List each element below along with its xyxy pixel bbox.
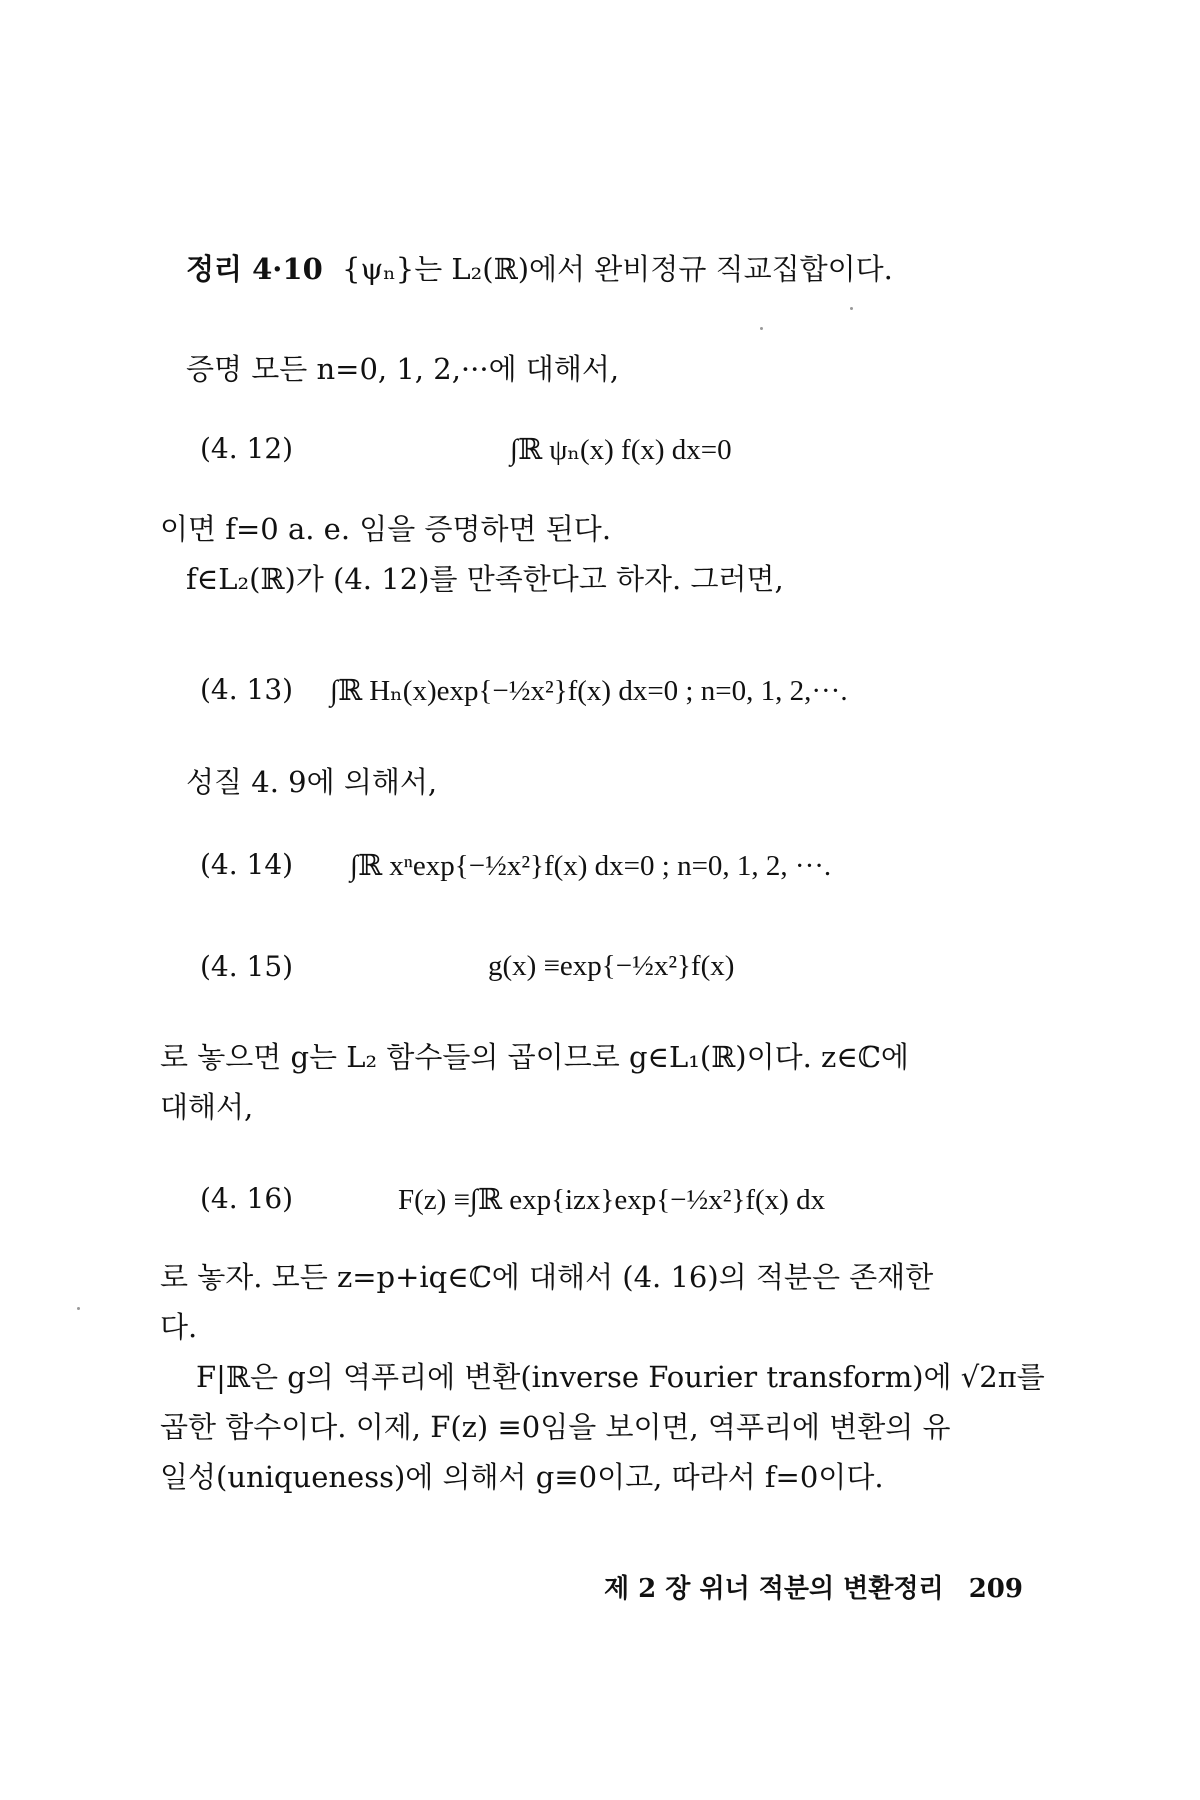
paragraph-line: 곱한 함수이다. 이제, F(z) ≡0임을 보이면, 역푸리에 변환의 유 — [160, 1410, 951, 1444]
running-title: 제 2 장 위너 적분의 변환정리 — [604, 1574, 944, 1604]
page-number: 209 — [968, 1574, 1023, 1604]
equation-4-15: g(x) ≡exp{−½x²}f(x) — [488, 950, 735, 982]
scan-speck — [850, 307, 853, 310]
theorem-label: 정리 4·10 — [186, 252, 323, 286]
equation-number-4-14: (4. 14) — [200, 848, 294, 881]
equation-4-12: ∫ℝ ψₙ(x) f(x) dx=0 — [510, 434, 732, 466]
paragraph-line: 로 놓으면 g는 L₂ 함수들의 곱이므로 g∈L₁(ℝ)이다. z∈ℂ에 — [160, 1040, 909, 1074]
equation-4-13: ∫ℝ Hₙ(x)exp{−½x²}f(x) dx=0 ; n=0, 1, 2,···. — [330, 675, 848, 707]
scan-speck — [760, 327, 763, 330]
equation-number-4-15: (4. 15) — [200, 950, 294, 983]
paragraph-line: 일성(uniqueness)에 의해서 g≡0이고, 따라서 f=0이다. — [160, 1460, 884, 1494]
paragraph-line: 다. — [160, 1310, 198, 1344]
paragraph-line: f∈L₂(ℝ)가 (4. 12)를 만족한다고 하자. 그러면, — [186, 562, 784, 596]
paragraph-line: 로 놓자. 모든 z=p+iq∈ℂ에 대해서 (4. 16)의 적분은 존재한 — [160, 1260, 934, 1294]
paragraph-line: F|ℝ은 g의 역푸리에 변환(inverse Fourier transform)에 √2π를 — [196, 1360, 1045, 1394]
paragraph-line: 이면 f=0 a. e. 임을 증명하면 된다. — [160, 512, 612, 546]
running-footer — [604, 1568, 1023, 1605]
scan-speck — [77, 1307, 80, 1310]
equation-4-14: ∫ℝ xⁿexp{−½x²}f(x) dx=0 ; n=0, 1, 2, ···. — [350, 850, 832, 882]
equation-4-16: F(z) ≡∫ℝ exp{izx}exp{−½x²}f(x) dx — [398, 1184, 826, 1216]
paragraph-line: 대해서, — [160, 1090, 254, 1124]
equation-number-4-16: (4. 16) — [200, 1182, 294, 1215]
proof-intro: 증명 모든 n=0, 1, 2,···에 대해서, — [186, 352, 620, 386]
equation-number-4-12: (4. 12) — [200, 432, 294, 465]
paragraph-line: 성질 4. 9에 의해서, — [186, 765, 438, 799]
theorem-statement: {ψₙ}는 L₂(ℝ)에서 완비정규 직교집합이다. — [342, 252, 893, 286]
equation-number-4-13: (4. 13) — [200, 673, 294, 706]
